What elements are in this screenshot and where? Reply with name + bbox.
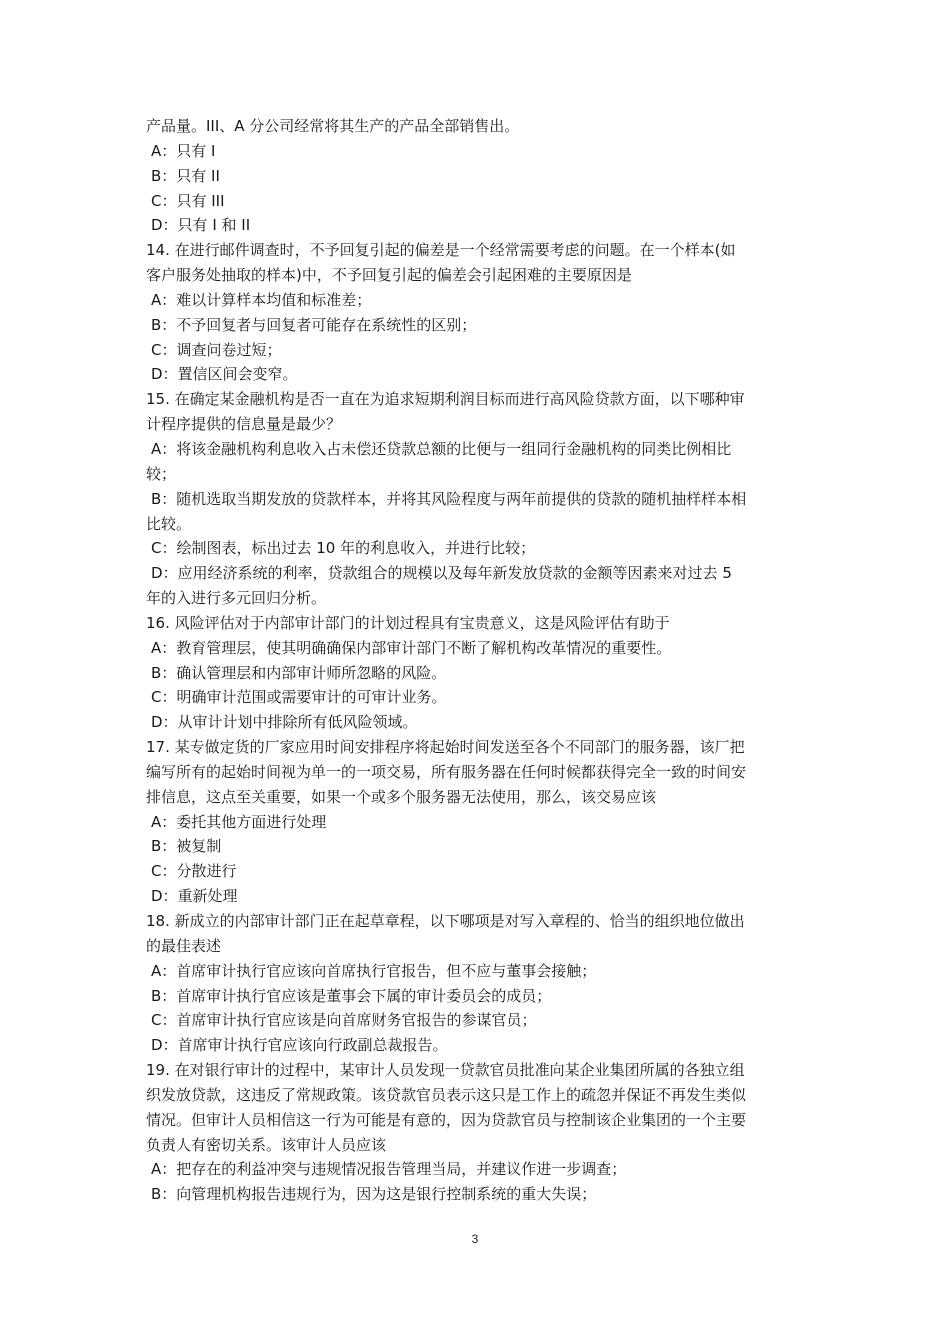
text-line: 比较。 [146, 514, 192, 533]
text-line: 19. 在对银行审计的过程中，某审计人员发现一贷款官员批准向某企业集团所属的各独立组 [146, 1061, 745, 1080]
answer-option: D：应用经济系统的利率，贷款组合的规模以及每年新发放贷款的金额等因素来对过去 5 [151, 564, 732, 583]
answer-option: D：只有 I 和 II [151, 216, 251, 235]
answer-option: C：分散进行 [151, 862, 237, 881]
answer-option: B：确认管理层和内部审计师所忽略的风险。 [151, 663, 447, 682]
answer-option: A：难以计算样本均值和标准差； [151, 290, 372, 309]
answer-option: A：只有 I [151, 141, 216, 160]
text-line: 17. 某专做定货的厂家应用时间安排程序将起始时间发送至各个不同部门的服务器，该厂把 [146, 738, 745, 757]
answer-option: D：置信区间会变窄。 [151, 365, 298, 384]
answer-option: B：向管理机构报告违规行为，因为这是银行控制系统的重大失误； [151, 1185, 597, 1204]
answer-option: D：重新处理 [151, 887, 238, 906]
page-number: 3 [471, 1232, 479, 1246]
answer-option: B：只有 II [151, 166, 220, 185]
answer-option: A：委托其他方面进行处理 [151, 812, 327, 831]
answer-option: B：首席审计执行官应该是董事会下属的审计委员会的成员； [151, 986, 552, 1005]
answer-option: C：调查问卷过短； [151, 340, 282, 359]
answer-option: B：不予回复者与回复者可能存在系统性的区别； [151, 315, 477, 334]
answer-option: B：被复制 [151, 837, 222, 856]
text-line: 15. 在确定某金融机构是否一直在为追求短期利润目标而进行高风险贷款方面，以下哪种审 [146, 390, 745, 409]
text-line: 情况。但审计人员相信这一行为可能是有意的，因为贷款官员与控制该企业集团的一个主要 [146, 1110, 747, 1129]
answer-option: A：首席审计执行官应该向首席执行官报告，但不应与董事会接触； [151, 961, 597, 980]
answer-option: C：只有 III [151, 191, 225, 210]
answer-option: C：首席审计执行官应该是向首席财务官报告的参谋官员； [151, 1011, 537, 1030]
text-line: 负责人有密切关系。该审计人员应该 [146, 1135, 387, 1154]
document-body [146, 114, 812, 1207]
text-line: 较； [146, 464, 177, 483]
text-line: 18. 新成立的内部审计部门正在起草章程，以下哪项是对写入章程的、恰当的组织地位做出 [146, 912, 745, 930]
text-line: 客户服务处抽取的样本)中，不予回复引起的偏差会引起困难的主要原因是 [146, 266, 632, 285]
answer-option: A：教育管理层，使其明确确保内部审计部门不断了解机构改革情况的重要性。 [151, 638, 672, 657]
text-line: 排信息，这点至关重要，如果一个或多个服务器无法使用，那么，该交易应该 [146, 787, 657, 806]
text-line: 编写所有的起始时间视为单一的一项交易，所有服务器在任何时候都获得完全一致的时间安 [146, 762, 747, 781]
answer-option: B：随机选取当期发放的贷款样本，并将其风险程度与两年前提供的贷款的随机抽样样本相 [151, 489, 747, 508]
answer-option: D：首席审计执行官应该向行政副总裁报告。 [151, 1036, 448, 1055]
text-line: 的最佳表述 [146, 936, 222, 955]
text-line: 计程序提供的信息量是最少？ [146, 415, 342, 434]
text-line: 16. 风险评估对于内部审计部门的计划过程具有宝贵意义，这是风险评估有助于 [146, 613, 670, 632]
text-line: 年的入进行多元回归分析。 [146, 589, 327, 608]
answer-option: D：从审计计划中排除所有低风险领域。 [151, 713, 418, 732]
text-line: 产品量。III、A 分公司经常将其生产的产品全部销售出。 [146, 117, 520, 135]
answer-option: C：明确审计范围或需要审计的可审计业务。 [151, 688, 447, 707]
answer-option: A：将该金融机构利息收入占未偿还贷款总额的比便与一组同行金融机构的同类比例相比 [151, 439, 732, 458]
answer-option: A：把存在的利益冲突与违规情况报告管理当局，并建议作进一步调查； [151, 1160, 627, 1179]
text-line: 14. 在进行邮件调查时，不予回复引起的偏差是一个经常需要考虑的问题。在一个样本(如 [146, 241, 736, 260]
text-line: 织发放贷款，这违反了常规政策。该贷款官员表示这只是工作上的疏忽并保证不再发生类似 [146, 1085, 747, 1104]
answer-option: C：绘制图表，标出过去 10 年的利息收入，并进行比较； [151, 539, 536, 558]
